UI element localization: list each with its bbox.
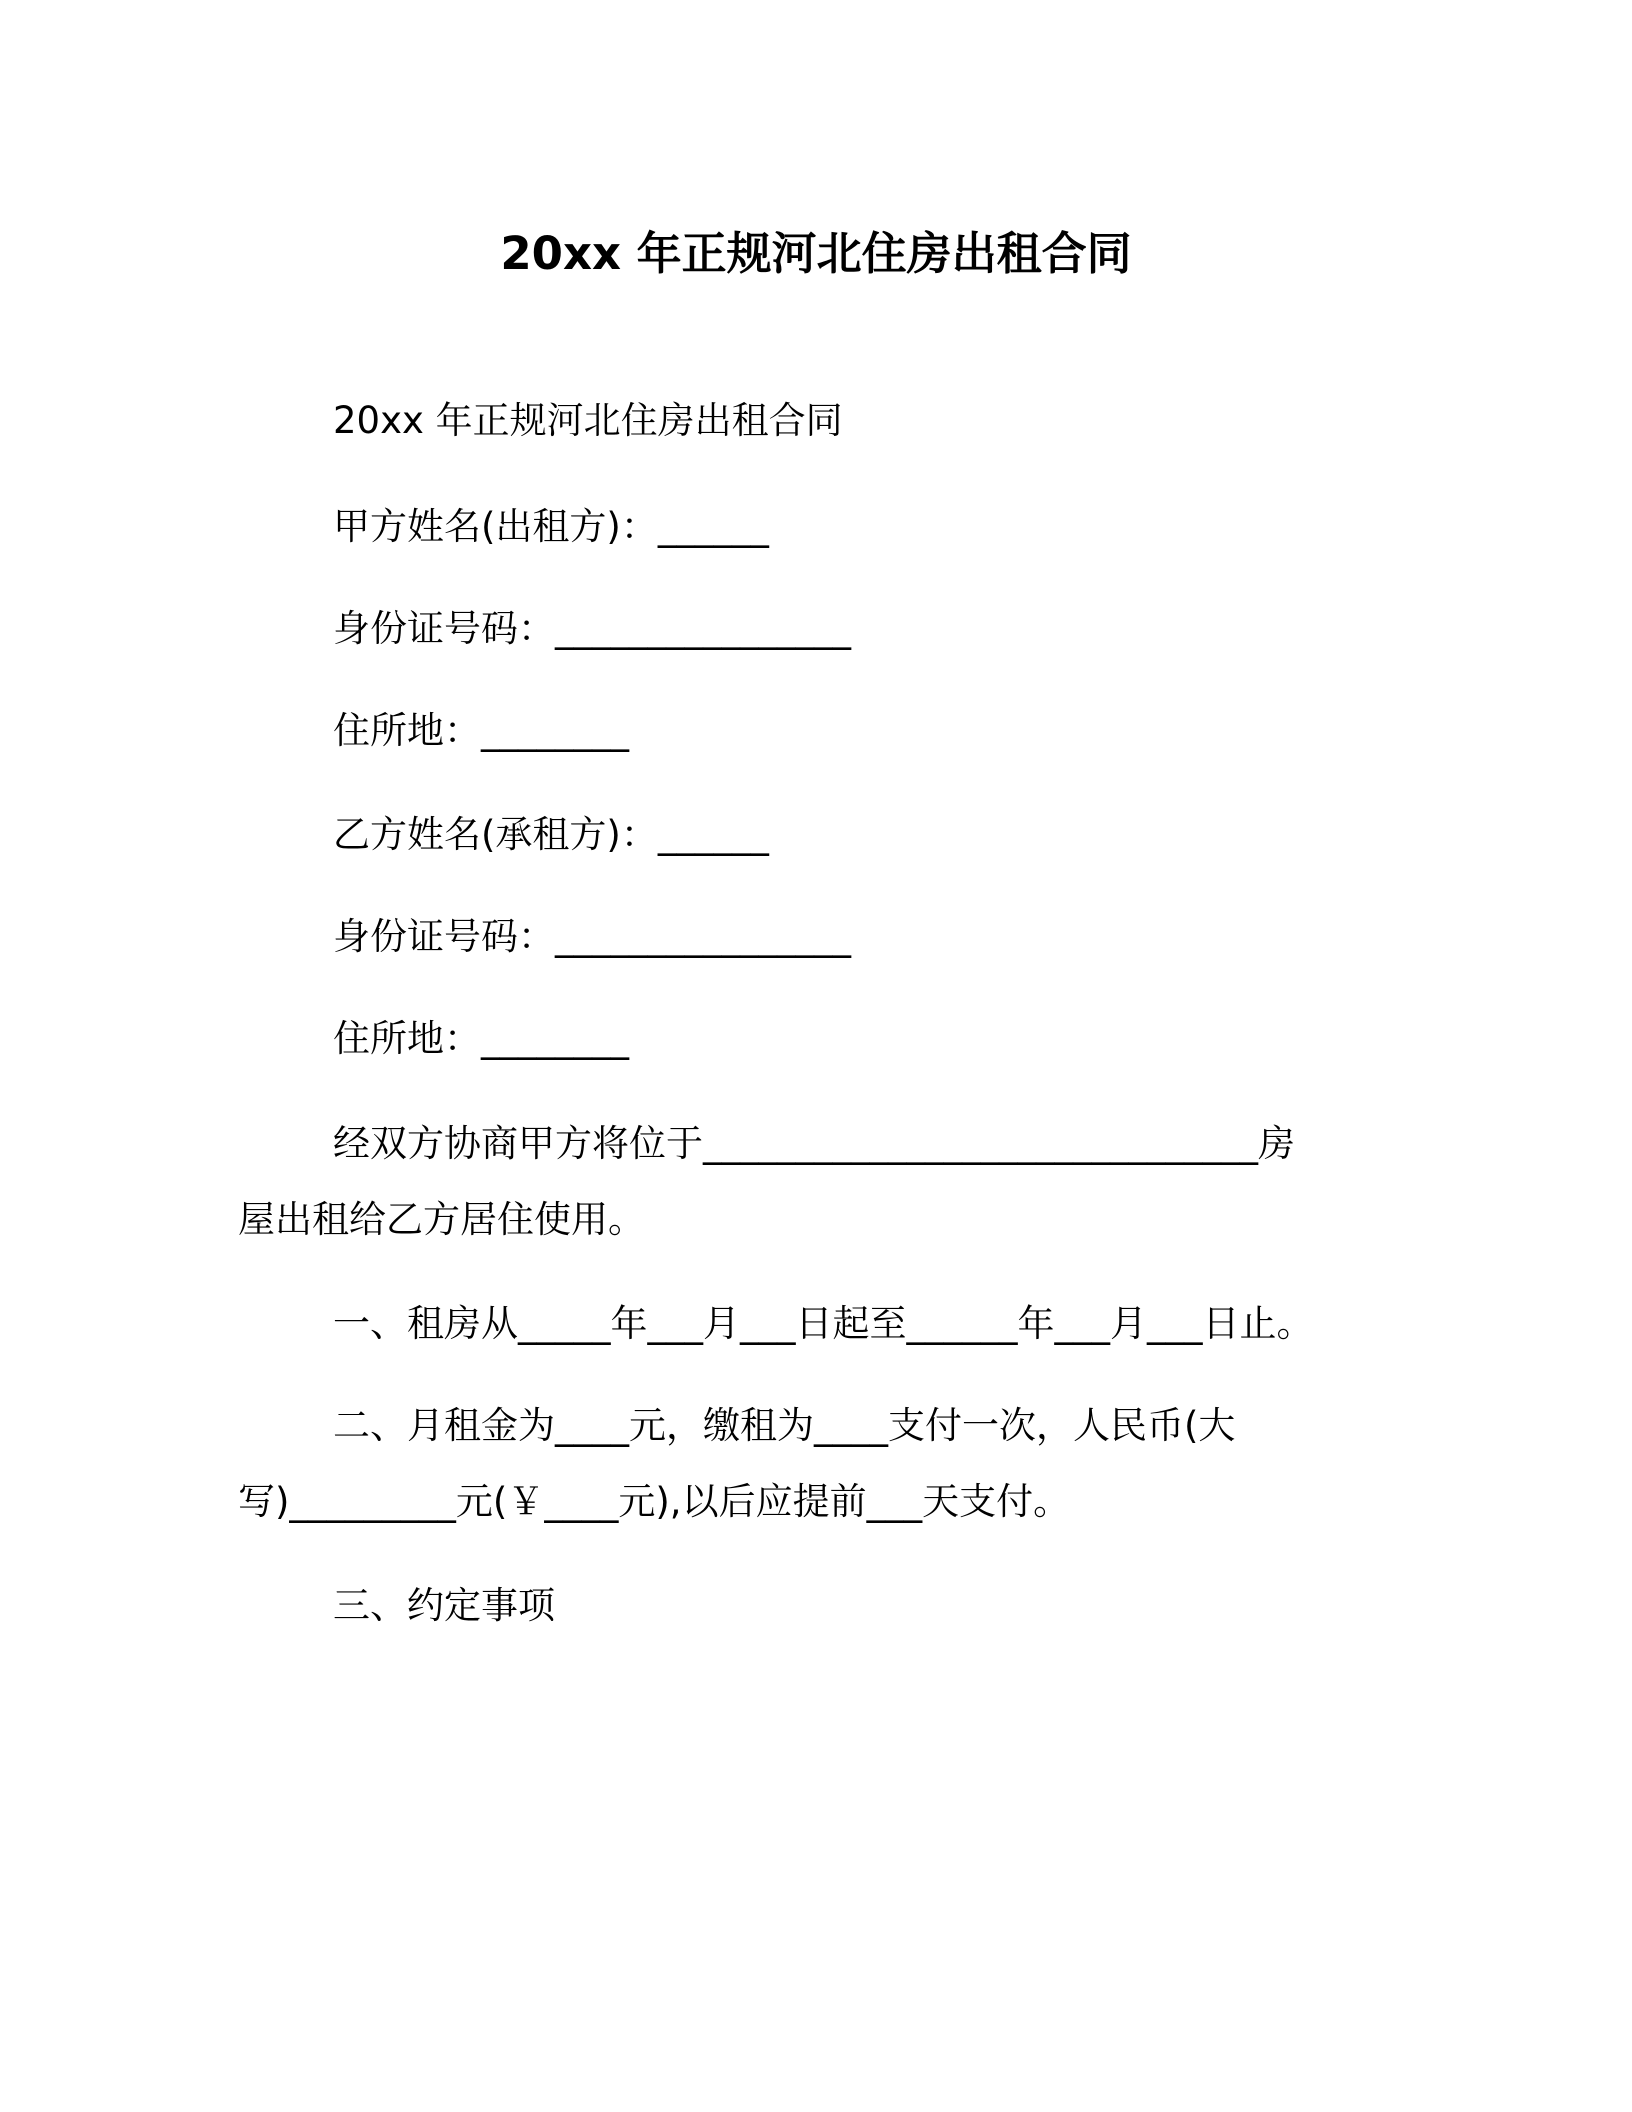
property-location-continuation: 屋出租给乙方居住使用。 bbox=[238, 1198, 645, 1241]
party-b-id-line: 身份证号码：________________ bbox=[333, 915, 851, 958]
property-location-line: 经双方协商甲方将位于______________________________房 bbox=[333, 1122, 1295, 1165]
party-a-address-line: 住所地：________ bbox=[333, 709, 629, 752]
clause-three-heading: 三、约定事项 bbox=[333, 1584, 555, 1627]
clause-one-lease-term: 一、租房从_____年___月___日起至______年___月___日止。 bbox=[333, 1302, 1314, 1345]
party-a-name-line: 甲方姓名(出租方)：______ bbox=[333, 505, 769, 548]
party-b-name-line: 乙方姓名(承租方)：______ bbox=[333, 813, 769, 856]
party-b-address-line: 住所地：________ bbox=[333, 1017, 629, 1060]
party-a-id-line: 身份证号码：________________ bbox=[333, 607, 851, 650]
clause-two-rent: 二、月租金为____元，缴租为____支付一次，人民币(大 bbox=[333, 1404, 1236, 1447]
document-title: 20xx 年正规河北住房出租合同 bbox=[500, 227, 1132, 280]
subtitle-paragraph: 20xx 年正规河北住房出租合同 bbox=[333, 399, 843, 442]
clause-two-rent-continuation: 写)_________元(￥____元),以后应提前___天支付。 bbox=[238, 1480, 1071, 1523]
